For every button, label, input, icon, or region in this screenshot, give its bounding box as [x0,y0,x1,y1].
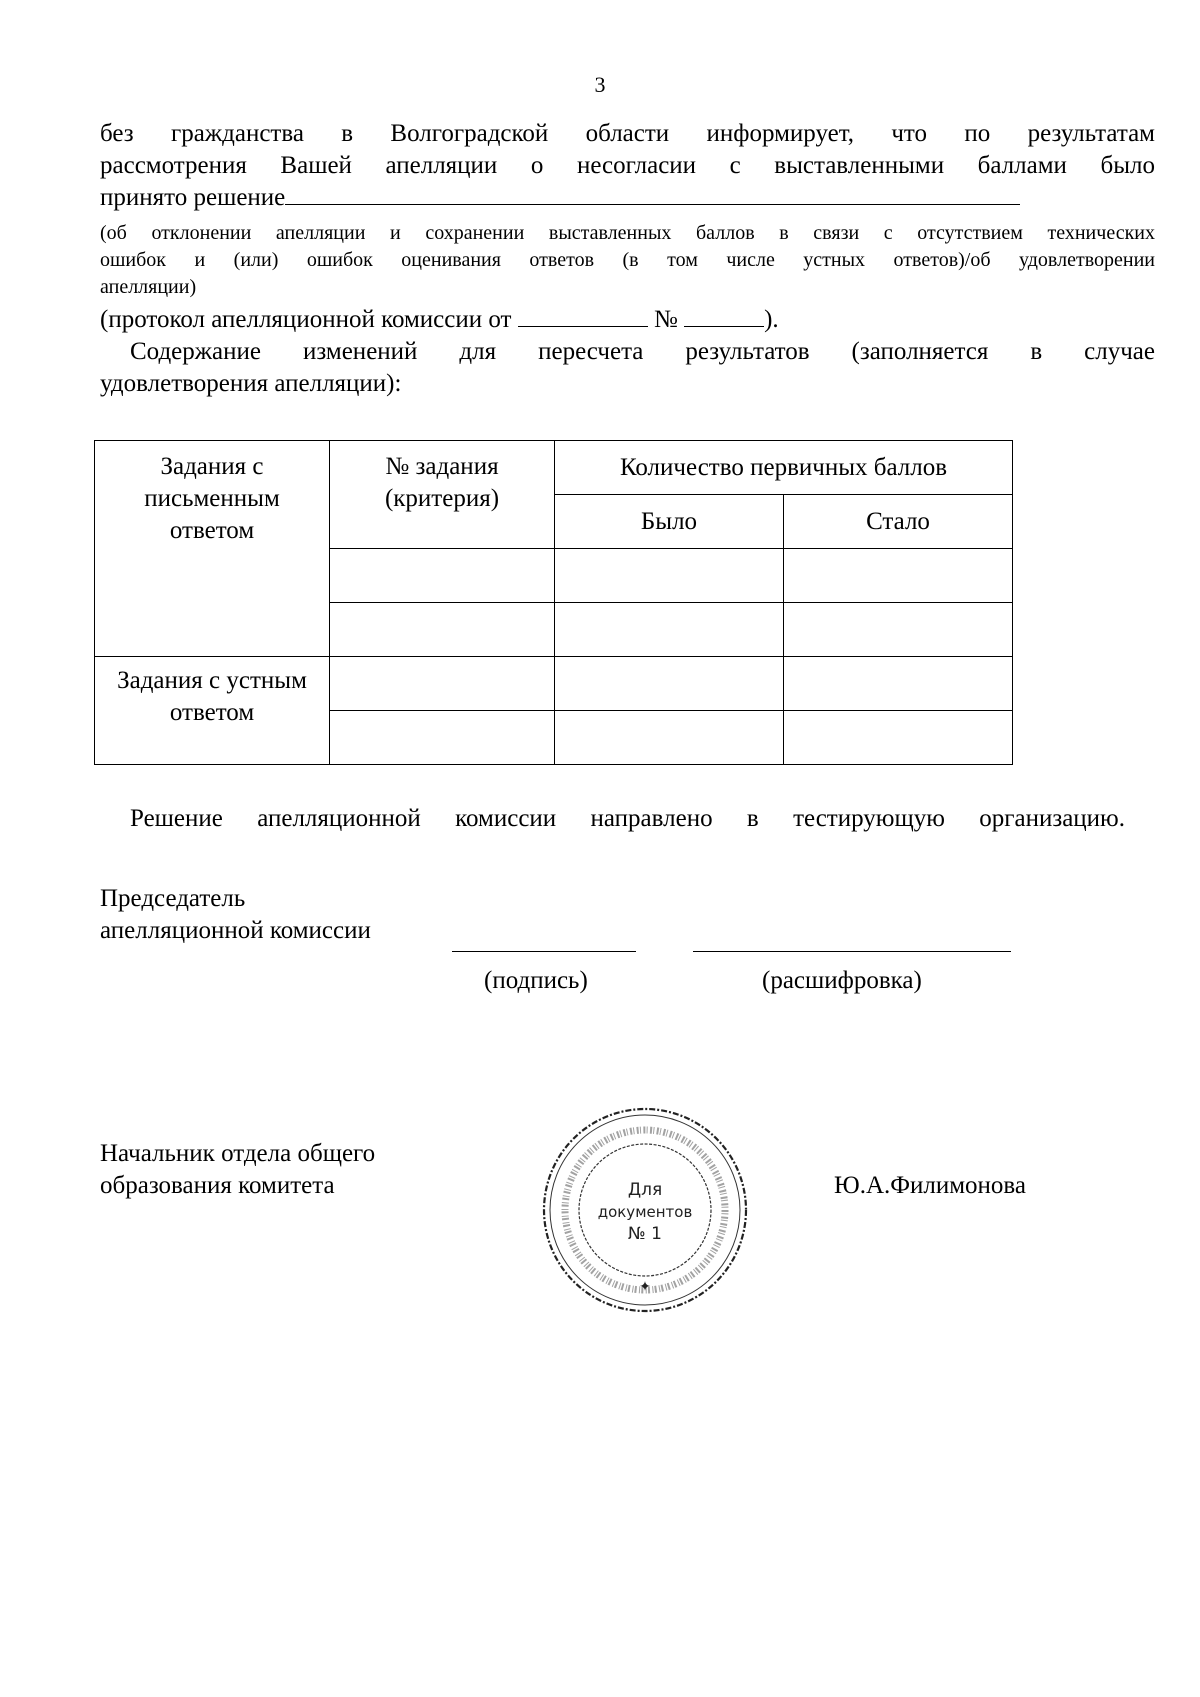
note-line-3: апелляции) [100,276,197,298]
chairman-title-line-2: апелляционной комиссии [100,917,371,944]
signature-line [452,951,636,952]
became-header: Стало [784,495,1013,549]
stamp-text-line-2: документов [597,1203,693,1221]
table-cell [784,603,1013,657]
official-stamp [540,1105,750,1315]
table-cell [330,549,555,603]
decision-label: принято решение [100,184,286,211]
protocol-suffix: ). [764,306,779,333]
table-cell [555,657,784,711]
table-cell [555,711,784,765]
scores-table [94,440,1013,765]
table-cell [330,657,555,711]
signature-caption: (подпись) [484,967,588,994]
decision-blank [285,182,1020,205]
content-line-2: удовлетворения апелляции): [100,370,402,397]
body-line-1: без гражданства в Волгоградской области информирует, что по результатам [100,120,1155,147]
decision-sent-text: Решение апелляционной комиссии направлено в тестирующую организацию. [130,805,1125,832]
body-line-3 [100,182,1155,214]
content-line-1: Содержание изменений для пересчета результатов (заполняется в случае [130,338,1155,365]
table-cell [555,603,784,657]
chairman-title-line-1: Председатель [100,885,246,912]
protocol-date-blank [518,304,648,327]
transcript-line [693,951,1011,952]
table-cell [784,549,1013,603]
table-cell [330,711,555,765]
table-cell [330,603,555,657]
page-number: 3 [594,72,606,97]
table-cell [784,711,1013,765]
oral-tasks-header: Задания с устным ответом [95,657,330,765]
head-title-line-1: Начальник отдела общего [100,1140,376,1167]
body-line-2: рассмотрения Вашей апелляции о несогласии с выставленными баллами было [100,152,1155,179]
protocol-number-sign: № [653,306,678,333]
note-line-1: (об отклонении апелляции и сохранении выставленных баллов в связи с отсутствием технических [100,222,1155,244]
table-cell [555,549,784,603]
protocol-line [100,304,1155,336]
head-name: Ю.А.Филимонова [834,1172,1027,1199]
written-tasks-header: Задания с письменным ответом [95,441,330,657]
task-number-header: № задания (критерия) [330,441,555,549]
was-header: Было [555,495,784,549]
protocol-prefix: (протокол апелляционной комиссии от [100,306,512,333]
stamp-text-line-3: № 1 [628,1224,662,1244]
table-cell [784,657,1013,711]
note-line-2: ошибок и (или) ошибок оценивания ответов (в том числе устных ответов)/об удовлетворении [100,249,1155,271]
star-icon: ✦ [639,1279,651,1295]
stamp-text-line-1: Для [627,1180,663,1200]
primary-scores-header: Количество первичных баллов [555,441,1013,495]
head-title-line-2: образования комитета [100,1172,335,1199]
protocol-number-blank [684,304,764,327]
transcript-caption: (расшифровка) [762,967,922,994]
